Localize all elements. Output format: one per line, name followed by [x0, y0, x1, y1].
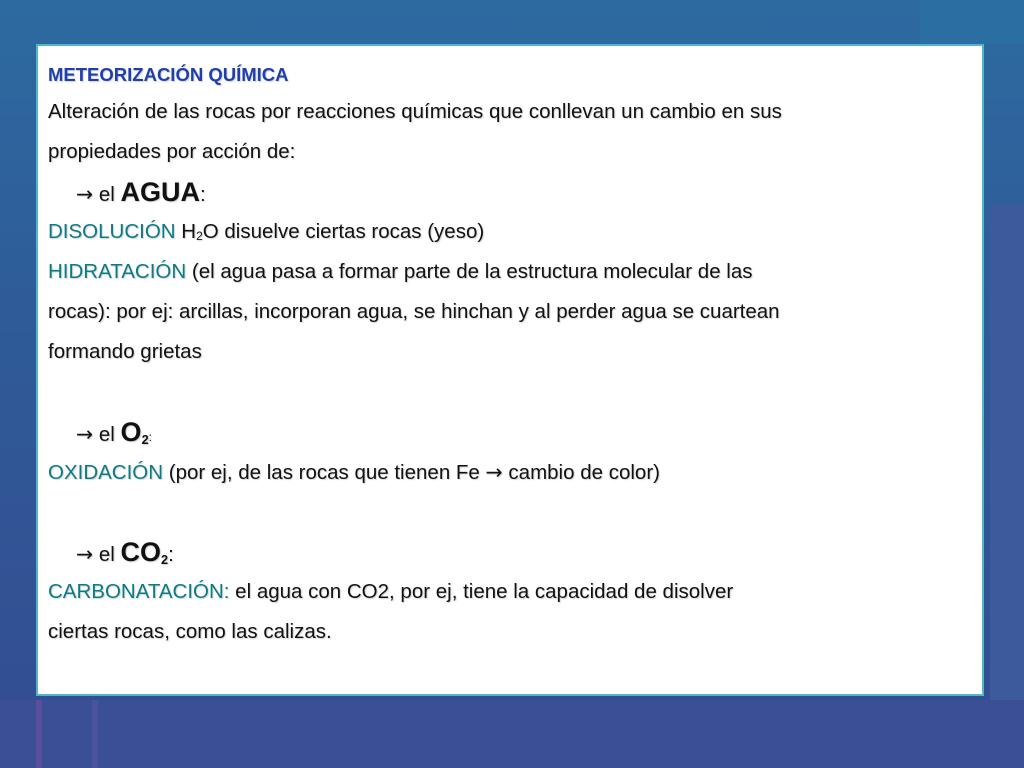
disolucion-rest: O disuelve ciertas rocas (yeso): [202, 220, 485, 243]
slide-title: METEORIZACIÓN QUÍMICA: [48, 64, 289, 85]
disolucion-h: H: [175, 220, 197, 243]
co2-el: el: [93, 543, 121, 566]
spacer: [48, 372, 966, 412]
co2-heading: [48, 532, 966, 572]
spacer: [48, 492, 966, 532]
hidratacion-line-1: [48, 252, 966, 292]
o2-el: el: [93, 423, 121, 446]
arrow-right-icon: →: [485, 460, 503, 484]
hidratacion-rest: (el agua pasa a formar parte de la estructura molecular de las: [186, 260, 753, 283]
decorative-band-bottom: [0, 700, 1024, 768]
o2-subscript: 2: [141, 432, 149, 448]
carbonatacion-term: CARBONATACIÓN:: [48, 580, 230, 603]
arrow-right-icon: →: [76, 542, 94, 566]
co2-subscript: 2: [161, 552, 169, 568]
oxidacion-line: [48, 452, 966, 492]
carbonatacion-line-1: [48, 572, 966, 612]
co2-colon: :: [168, 543, 174, 566]
slide-content: [48, 58, 966, 652]
intro-line-2: propiedades por acción de:: [48, 140, 296, 163]
agua-colon: :: [200, 183, 206, 206]
title-line: [48, 58, 966, 92]
hidratacion-line-3: formando grietas: [48, 340, 202, 363]
decorative-stripe: [36, 700, 42, 768]
intro-line-1: Alteración de las rocas por reacciones químicas que conllevan un cambio en sus: [48, 100, 782, 123]
agua-label: AGUA: [120, 177, 201, 207]
decorative-stripe: [92, 700, 98, 768]
hidratacion-term: HIDRATACIÓN: [48, 260, 187, 283]
content-panel: [36, 44, 984, 696]
disolucion-subscript: 2: [196, 229, 203, 243]
o2-label: O: [120, 417, 142, 447]
oxidacion-term: OXIDACIÓN: [48, 461, 164, 484]
o2-colon: :: [148, 430, 152, 444]
carbonatacion-line-2: ciertas rocas, como las calizas.: [48, 620, 332, 643]
disolucion-line: [48, 212, 966, 252]
disolucion-term: DISOLUCIÓN: [48, 220, 176, 243]
co2-label: CO: [120, 537, 162, 567]
agua-el: el: [93, 183, 121, 206]
carbonatacion-rest: el agua con CO2, por ej, tiene la capacidad de disolver: [229, 580, 734, 603]
arrow-right-icon: →: [76, 182, 94, 206]
oxidacion-rest-1: (por ej, de las rocas que tienen Fe: [163, 461, 486, 484]
agua-heading: [48, 172, 966, 212]
hidratacion-line-2: rocas): por ej: arcillas, incorporan agua, se hinchan y al perder agua se cuartean: [48, 300, 780, 323]
o2-heading: [48, 412, 966, 452]
arrow-right-icon: →: [76, 422, 94, 446]
decorative-block-top: [920, 0, 1024, 44]
oxidacion-rest-2: cambio de color): [502, 461, 660, 484]
decorative-block-right: [990, 205, 1024, 768]
